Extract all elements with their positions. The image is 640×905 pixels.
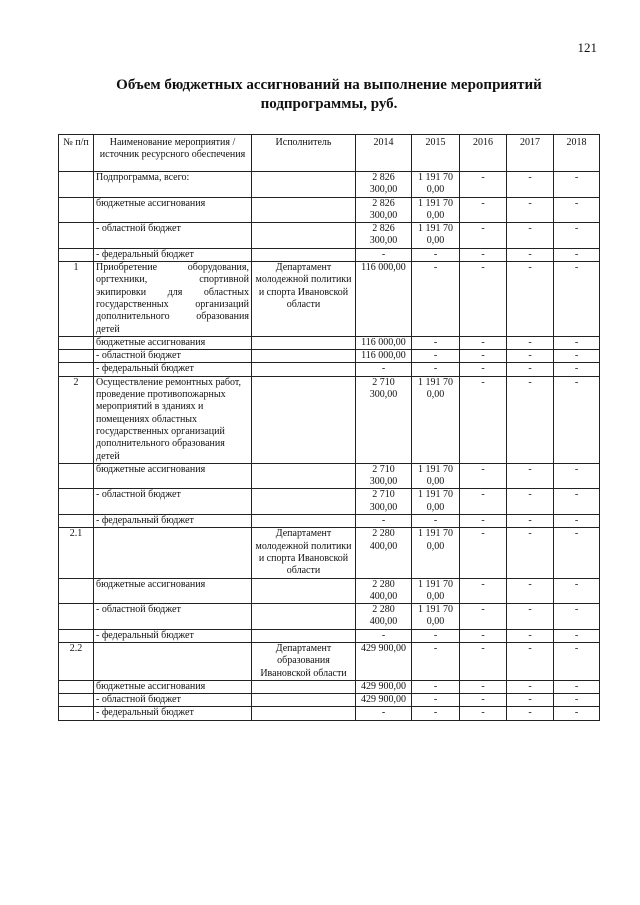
header-2017: 2017 xyxy=(507,135,554,172)
header-num: № п/п xyxy=(59,135,94,172)
row-num: 2.2 xyxy=(59,642,94,680)
row-num: 2 xyxy=(59,376,94,463)
row-executor xyxy=(252,376,356,463)
row-value-2015: 1 191 70 0,00 xyxy=(412,197,460,223)
row-value-2018: - xyxy=(554,350,600,363)
row-num xyxy=(59,223,94,249)
row-value-2018: - xyxy=(554,707,600,720)
row-num xyxy=(59,248,94,261)
row-value-2018: - xyxy=(554,363,600,376)
row-value-2015: 1 191 70 0,00 xyxy=(412,528,460,578)
row-value-2017: - xyxy=(507,350,554,363)
row-num xyxy=(59,604,94,630)
row-value-2018: - xyxy=(554,248,600,261)
header-2015: 2015 xyxy=(412,135,460,172)
table-row xyxy=(59,336,600,349)
row-name: - федеральный бюджет xyxy=(94,248,252,261)
row-value-2014: 2 280 400,00 xyxy=(356,528,412,578)
row-value-2015: - xyxy=(412,707,460,720)
row-value-2014: 2 710 300,00 xyxy=(356,489,412,515)
row-value-2016: - xyxy=(460,604,507,630)
table-row xyxy=(59,680,600,693)
row-value-2018: - xyxy=(554,528,600,578)
row-executor: Департамент молодежной политики и спорта Ивановской области xyxy=(252,528,356,578)
row-value-2017: - xyxy=(507,172,554,198)
row-value-2015: - xyxy=(412,694,460,707)
row-value-2016: - xyxy=(460,363,507,376)
row-value-2018: - xyxy=(554,694,600,707)
row-value-2017: - xyxy=(507,515,554,528)
row-value-2016: - xyxy=(460,642,507,680)
row-name: Подпрограмма, всего: xyxy=(94,172,252,198)
row-num xyxy=(59,694,94,707)
row-value-2018: - xyxy=(554,604,600,630)
header-2014: 2014 xyxy=(356,135,412,172)
row-value-2015: 1 191 70 0,00 xyxy=(412,489,460,515)
row-value-2014: - xyxy=(356,363,412,376)
row-value-2017: - xyxy=(507,489,554,515)
row-executor xyxy=(252,248,356,261)
row-value-2015: 1 191 70 0,00 xyxy=(412,578,460,604)
row-value-2017: - xyxy=(507,694,554,707)
row-value-2015: - xyxy=(412,248,460,261)
row-value-2017: - xyxy=(507,528,554,578)
row-value-2014: - xyxy=(356,629,412,642)
row-value-2018: - xyxy=(554,376,600,463)
row-value-2018: - xyxy=(554,197,600,223)
table-row xyxy=(59,223,600,249)
row-value-2016: - xyxy=(460,515,507,528)
row-value-2015: - xyxy=(412,515,460,528)
row-num xyxy=(59,336,94,349)
table-row xyxy=(59,515,600,528)
row-name: бюджетные ассигнования xyxy=(94,680,252,693)
row-value-2014: - xyxy=(356,707,412,720)
row-num xyxy=(59,578,94,604)
row-value-2018: - xyxy=(554,629,600,642)
row-value-2017: - xyxy=(507,707,554,720)
table-row xyxy=(59,262,600,337)
row-name: Приобретение оборудования, оргтехники, спортивной экипировки для областных государственных организаций дополнительного образования детей xyxy=(94,262,252,337)
row-num xyxy=(59,172,94,198)
row-value-2015: 1 191 70 0,00 xyxy=(412,376,460,463)
row-value-2015: - xyxy=(412,336,460,349)
row-executor xyxy=(252,172,356,198)
row-value-2017: - xyxy=(507,680,554,693)
row-value-2015: - xyxy=(412,629,460,642)
row-name: - областной бюджет xyxy=(94,694,252,707)
row-executor xyxy=(252,694,356,707)
row-value-2017: - xyxy=(507,604,554,630)
row-value-2015: 1 191 70 0,00 xyxy=(412,223,460,249)
row-name: Осуществление ремонтных работ, проведение противопожарных мероприятий в зданиях и помещениях областных государственных организаций дополнительного образования детей xyxy=(94,376,252,463)
row-value-2015: - xyxy=(412,363,460,376)
row-num xyxy=(59,707,94,720)
row-value-2014: 2 826 300,00 xyxy=(356,197,412,223)
row-value-2015: - xyxy=(412,262,460,337)
table-row xyxy=(59,604,600,630)
row-executor xyxy=(252,463,356,489)
row-value-2015: - xyxy=(412,350,460,363)
table-body xyxy=(59,172,600,721)
row-executor xyxy=(252,489,356,515)
table-row xyxy=(59,363,600,376)
row-value-2016: - xyxy=(460,262,507,337)
row-executor xyxy=(252,223,356,249)
row-executor: Департамент образования Ивановской области xyxy=(252,642,356,680)
header-name: Наименование мероприятия / источник ресурсного обеспечения xyxy=(94,135,252,172)
row-num xyxy=(59,629,94,642)
row-value-2017: - xyxy=(507,197,554,223)
table-row xyxy=(59,642,600,680)
row-value-2016: - xyxy=(460,248,507,261)
row-value-2018: - xyxy=(554,223,600,249)
table-header-row xyxy=(59,135,600,172)
row-value-2016: - xyxy=(460,350,507,363)
row-value-2015: 1 191 70 0,00 xyxy=(412,172,460,198)
row-name xyxy=(94,528,252,578)
row-value-2016: - xyxy=(460,463,507,489)
row-executor xyxy=(252,604,356,630)
budget-table xyxy=(58,134,600,721)
row-value-2014: 429 900,00 xyxy=(356,642,412,680)
row-name: - областной бюджет xyxy=(94,223,252,249)
row-value-2014: 429 900,00 xyxy=(356,694,412,707)
row-executor xyxy=(252,363,356,376)
header-2018: 2018 xyxy=(554,135,600,172)
row-num: 1 xyxy=(59,262,94,337)
row-num: 2.1 xyxy=(59,528,94,578)
row-value-2016: - xyxy=(460,578,507,604)
table-row xyxy=(59,172,600,198)
row-executor: Департамент молодежной политики и спорта Ивановской области xyxy=(252,262,356,337)
row-value-2018: - xyxy=(554,578,600,604)
row-value-2014: 116 000,00 xyxy=(356,350,412,363)
page-title xyxy=(60,76,598,114)
table-row xyxy=(59,694,600,707)
table-row xyxy=(59,707,600,720)
row-value-2016: - xyxy=(460,694,507,707)
row-executor xyxy=(252,350,356,363)
row-value-2014: 429 900,00 xyxy=(356,680,412,693)
table-row xyxy=(59,376,600,463)
row-name xyxy=(94,642,252,680)
row-num xyxy=(59,463,94,489)
row-value-2015: 1 191 70 0,00 xyxy=(412,604,460,630)
title-line-1: Объем бюджетных ассигнований на выполнение мероприятий xyxy=(116,77,542,93)
row-value-2014: 116 000,00 xyxy=(356,336,412,349)
table-row xyxy=(59,578,600,604)
row-value-2016: - xyxy=(460,376,507,463)
row-value-2015: - xyxy=(412,680,460,693)
table-row xyxy=(59,629,600,642)
row-value-2017: - xyxy=(507,336,554,349)
row-value-2014: 2 710 300,00 xyxy=(356,376,412,463)
row-executor xyxy=(252,707,356,720)
row-value-2014: 116 000,00 xyxy=(356,262,412,337)
row-value-2017: - xyxy=(507,463,554,489)
row-value-2017: - xyxy=(507,629,554,642)
row-value-2016: - xyxy=(460,197,507,223)
row-value-2018: - xyxy=(554,642,600,680)
row-value-2016: - xyxy=(460,172,507,198)
row-value-2014: 2 280 400,00 xyxy=(356,604,412,630)
page-number: 121 xyxy=(577,40,597,55)
row-value-2014: 2 280 400,00 xyxy=(356,578,412,604)
row-value-2018: - xyxy=(554,515,600,528)
row-name: - федеральный бюджет xyxy=(94,707,252,720)
row-value-2016: - xyxy=(460,680,507,693)
row-name: - областной бюджет xyxy=(94,604,252,630)
row-value-2016: - xyxy=(460,707,507,720)
row-name: - федеральный бюджет xyxy=(94,515,252,528)
row-value-2017: - xyxy=(507,642,554,680)
row-value-2014: 2 826 300,00 xyxy=(356,223,412,249)
table-row xyxy=(59,248,600,261)
row-value-2014: 2 826 300,00 xyxy=(356,172,412,198)
row-value-2017: - xyxy=(507,248,554,261)
row-value-2014: 2 710 300,00 xyxy=(356,463,412,489)
row-executor xyxy=(252,197,356,223)
header-executor: Исполнитель xyxy=(252,135,356,172)
table-row xyxy=(59,528,600,578)
row-value-2016: - xyxy=(460,489,507,515)
row-value-2017: - xyxy=(507,376,554,463)
row-num xyxy=(59,197,94,223)
header-2016: 2016 xyxy=(460,135,507,172)
row-value-2018: - xyxy=(554,680,600,693)
row-value-2017: - xyxy=(507,578,554,604)
row-value-2015: 1 191 70 0,00 xyxy=(412,463,460,489)
row-name: бюджетные ассигнования xyxy=(94,336,252,349)
row-name: - областной бюджет xyxy=(94,489,252,515)
row-executor xyxy=(252,578,356,604)
row-num xyxy=(59,350,94,363)
row-name: - федеральный бюджет xyxy=(94,363,252,376)
row-executor xyxy=(252,629,356,642)
row-value-2018: - xyxy=(554,336,600,349)
row-num xyxy=(59,515,94,528)
row-value-2017: - xyxy=(507,223,554,249)
row-value-2017: - xyxy=(507,262,554,337)
row-num xyxy=(59,489,94,515)
table-row xyxy=(59,463,600,489)
row-name: - федеральный бюджет xyxy=(94,629,252,642)
row-value-2014: - xyxy=(356,515,412,528)
row-name: бюджетные ассигнования xyxy=(94,463,252,489)
row-name: бюджетные ассигнования xyxy=(94,197,252,223)
table-row xyxy=(59,197,600,223)
row-executor xyxy=(252,515,356,528)
row-executor xyxy=(252,336,356,349)
row-value-2016: - xyxy=(460,336,507,349)
row-name: бюджетные ассигнования xyxy=(94,578,252,604)
row-value-2016: - xyxy=(460,629,507,642)
row-num xyxy=(59,363,94,376)
row-name: - областной бюджет xyxy=(94,350,252,363)
row-value-2017: - xyxy=(507,363,554,376)
row-num xyxy=(59,680,94,693)
row-value-2018: - xyxy=(554,262,600,337)
row-executor xyxy=(252,680,356,693)
row-value-2015: - xyxy=(412,642,460,680)
row-value-2016: - xyxy=(460,528,507,578)
table-row xyxy=(59,350,600,363)
row-value-2018: - xyxy=(554,489,600,515)
row-value-2014: - xyxy=(356,248,412,261)
row-value-2016: - xyxy=(460,223,507,249)
row-value-2018: - xyxy=(554,172,600,198)
row-value-2018: - xyxy=(554,463,600,489)
table-row xyxy=(59,489,600,515)
title-line-2: подпрограммы, руб. xyxy=(260,96,398,112)
